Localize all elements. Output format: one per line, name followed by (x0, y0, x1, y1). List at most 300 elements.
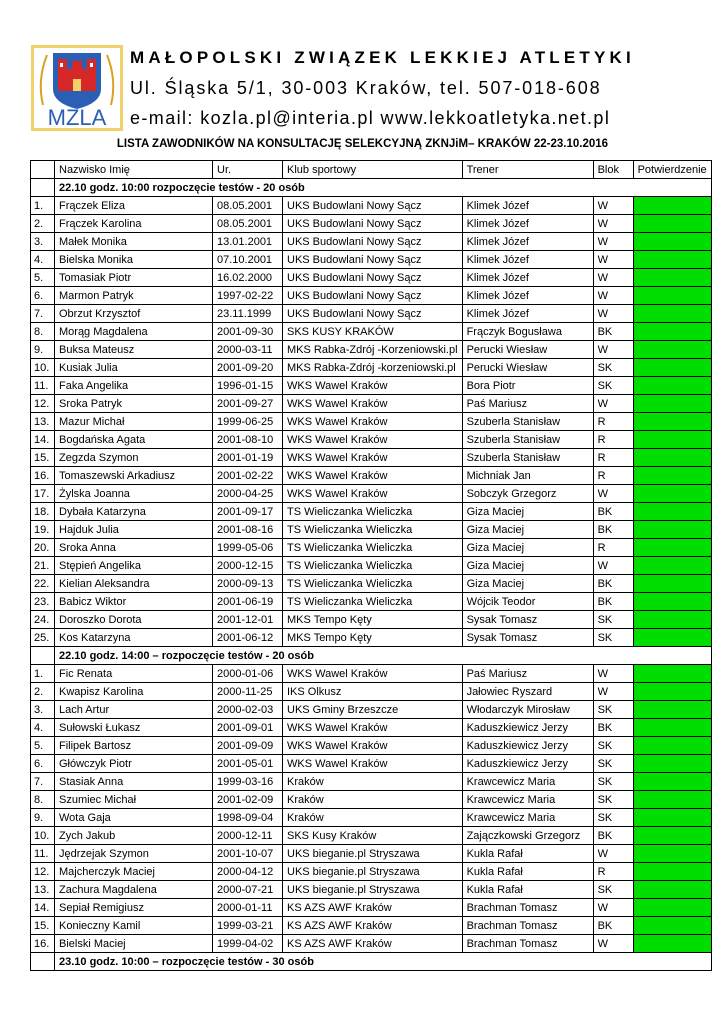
club: TS Wieliczanka Wieliczka (283, 539, 463, 557)
table-row (31, 215, 712, 233)
club: SKS Kusy Kraków (283, 827, 463, 845)
athlete-name: Babicz Wiktor (55, 593, 213, 611)
birth-date: 2000-02-03 (213, 701, 283, 719)
row-number: 5. (31, 269, 55, 287)
confirmation-cell (633, 269, 711, 287)
coach: Kaduszkiewicz Jerzy (462, 755, 593, 773)
club: Kraków (283, 791, 463, 809)
row-number: 12. (31, 395, 55, 413)
block: W (593, 557, 633, 575)
table-row (31, 737, 712, 755)
organization-contact: e-mail: kozla.pl@interia.pl www.lekkoatletyka.net.pl (130, 108, 611, 128)
coach: Kukla Rafał (462, 845, 593, 863)
athlete-name: Obrzut Krzysztof (55, 305, 213, 323)
coach: Klimek Józef (462, 287, 593, 305)
birth-date: 2001-08-10 (213, 431, 283, 449)
coach: Kaduszkiewicz Jerzy (462, 719, 593, 737)
athlete-name: Sroka Anna (55, 539, 213, 557)
club: WKS Wawel Kraków (283, 719, 463, 737)
block: W (593, 683, 633, 701)
table-row (31, 773, 712, 791)
block: SK (593, 809, 633, 827)
club: UKS Budowlani Nowy Sącz (283, 305, 463, 323)
birth-date: 08.05.2001 (213, 215, 283, 233)
club: WKS Wawel Kraków (283, 485, 463, 503)
block: SK (593, 755, 633, 773)
coach: Klimek Józef (462, 305, 593, 323)
coach: Giza Maciej (462, 521, 593, 539)
athlete-name: Stępień Angelika (55, 557, 213, 575)
table-row (31, 359, 712, 377)
row-number: 2. (31, 683, 55, 701)
row-number: 2. (31, 215, 55, 233)
table-row (31, 251, 712, 269)
club: WKS Wawel Kraków (283, 755, 463, 773)
confirmation-cell (633, 737, 711, 755)
table-row (31, 197, 712, 215)
table-row (31, 719, 712, 737)
athlete-name: Kos Katarzyna (55, 629, 213, 647)
mzla-logo (31, 45, 123, 131)
coach: Szuberla Stanisław (462, 449, 593, 467)
column-header: Trener (462, 161, 593, 179)
coach: Giza Maciej (462, 503, 593, 521)
birth-date: 2001-02-09 (213, 791, 283, 809)
confirmation-cell (633, 719, 711, 737)
birth-date: 2001-05-01 (213, 755, 283, 773)
confirmation-cell (633, 755, 711, 773)
club: UKS bieganie.pl Stryszawa (283, 881, 463, 899)
row-number: 24. (31, 611, 55, 629)
coach: Brachman Tomasz (462, 935, 593, 953)
column-header (31, 161, 55, 179)
table-row (31, 341, 712, 359)
birth-date: 2001-08-16 (213, 521, 283, 539)
athlete-name: Tomasiak Piotr (55, 269, 213, 287)
birth-date: 1996-01-15 (213, 377, 283, 395)
confirmation-cell (633, 287, 711, 305)
confirmation-cell (633, 593, 711, 611)
coach: Brachman Tomasz (462, 917, 593, 935)
block: W (593, 215, 633, 233)
row-number: 3. (31, 701, 55, 719)
table-row (31, 827, 712, 845)
confirmation-cell (633, 377, 711, 395)
row-number: 11. (31, 377, 55, 395)
row-number: 10. (31, 827, 55, 845)
club: WKS Wawel Kraków (283, 737, 463, 755)
club: Kraków (283, 809, 463, 827)
table-row (31, 881, 712, 899)
document-title: LISTA ZAWODNIKÓW NA KONSULTACJĘ SELEKCYJNĄ ZKNJiM– KRAKÓW 22-23.10.2016 (116, 138, 609, 150)
coach: Klimek Józef (462, 197, 593, 215)
block: BK (593, 827, 633, 845)
row-number: 15. (31, 917, 55, 935)
block: R (593, 467, 633, 485)
table-row (31, 845, 712, 863)
table-row (31, 539, 712, 557)
block: SK (593, 629, 633, 647)
block: W (593, 305, 633, 323)
table-header-row (31, 161, 712, 179)
block: BK (593, 575, 633, 593)
confirmation-cell (633, 215, 711, 233)
table-row (31, 323, 712, 341)
club: MKS Tempo Kęty (283, 611, 463, 629)
coach: Sobczyk Grzegorz (462, 485, 593, 503)
birth-date: 08.05.2001 (213, 197, 283, 215)
athlete-name: Fic Renata (55, 665, 213, 683)
athlete-name: Marmon Patryk (55, 287, 213, 305)
table-row (31, 665, 712, 683)
club: UKS Budowlani Nowy Sącz (283, 269, 463, 287)
column-header: Nazwisko Imię (55, 161, 213, 179)
block: W (593, 665, 633, 683)
block: SK (593, 773, 633, 791)
birth-date: 2001-09-01 (213, 719, 283, 737)
confirmation-cell (633, 323, 711, 341)
coach: Wójcik Teodor (462, 593, 593, 611)
confirmation-cell (633, 431, 711, 449)
birth-date: 16.02.2000 (213, 269, 283, 287)
confirmation-cell (633, 521, 711, 539)
block: W (593, 341, 633, 359)
coach: Bora Piotr (462, 377, 593, 395)
club: WKS Wawel Kraków (283, 467, 463, 485)
club: WKS Wawel Kraków (283, 377, 463, 395)
club: UKS Budowlani Nowy Sącz (283, 287, 463, 305)
block: W (593, 287, 633, 305)
athlete-name: Kielian Aleksandra (55, 575, 213, 593)
birth-date: 23.11.1999 (213, 305, 283, 323)
athlete-name: Hajduk Julia (55, 521, 213, 539)
coach: Zajączkowski Grzegorz (462, 827, 593, 845)
club: UKS Budowlani Nowy Sącz (283, 215, 463, 233)
coach: Brachman Tomasz (462, 899, 593, 917)
birth-date: 2001-09-17 (213, 503, 283, 521)
block: R (593, 449, 633, 467)
block: W (593, 395, 633, 413)
birth-date: 1999-04-02 (213, 935, 283, 953)
block: SK (593, 701, 633, 719)
row-number: 16. (31, 467, 55, 485)
confirmation-cell (633, 845, 711, 863)
athlete-name: Konieczny Kamil (55, 917, 213, 935)
confirmation-cell (633, 575, 711, 593)
club: KS AZS AWF Kraków (283, 917, 463, 935)
table-row (31, 863, 712, 881)
confirmation-cell (633, 539, 711, 557)
row-number: 25. (31, 629, 55, 647)
confirmation-cell (633, 827, 711, 845)
confirmation-cell (633, 341, 711, 359)
coach: Frączyk Bogusława (462, 323, 593, 341)
coach: Paś Mariusz (462, 665, 593, 683)
row-number: 1. (31, 197, 55, 215)
coach: Giza Maciej (462, 575, 593, 593)
coach: Szuberla Stanisław (462, 413, 593, 431)
row-number: 8. (31, 791, 55, 809)
club: UKS Budowlani Nowy Sącz (283, 233, 463, 251)
birth-date: 1999-06-25 (213, 413, 283, 431)
row-number: 17. (31, 485, 55, 503)
coach: Jałowiec Ryszard (462, 683, 593, 701)
coach: Kukla Rafał (462, 863, 593, 881)
athlete-name: Dybała Katarzyna (55, 503, 213, 521)
club: TS Wieliczanka Wieliczka (283, 521, 463, 539)
row-number: 4. (31, 719, 55, 737)
row-number: 22. (31, 575, 55, 593)
row-number: 3. (31, 233, 55, 251)
confirmation-cell (633, 935, 711, 953)
coach: Sysak Tomasz (462, 611, 593, 629)
club: KS AZS AWF Kraków (283, 935, 463, 953)
row-number: 21. (31, 557, 55, 575)
birth-date: 1999-03-16 (213, 773, 283, 791)
row-number: 6. (31, 287, 55, 305)
confirmation-cell (633, 359, 711, 377)
athlete-name: Zachura Magdalena (55, 881, 213, 899)
session-title: 23.10 godz. 10:00 – rozpoczęcie testów - 30 osób (55, 953, 712, 971)
athlete-name: Sułowski Łukasz (55, 719, 213, 737)
athlete-name: Lach Artur (55, 701, 213, 719)
athlete-name: Szumiec Michał (55, 791, 213, 809)
confirmation-cell (633, 899, 711, 917)
table-row (31, 899, 712, 917)
block: SK (593, 377, 633, 395)
birth-date: 2000-01-11 (213, 899, 283, 917)
athlete-name: Zych Jakub (55, 827, 213, 845)
table-row (31, 377, 712, 395)
coach: Michniak Jan (462, 467, 593, 485)
row-number: 8. (31, 323, 55, 341)
birth-date: 2001-06-19 (213, 593, 283, 611)
confirmation-cell (633, 881, 711, 899)
table-row (31, 557, 712, 575)
confirmation-cell (633, 485, 711, 503)
confirmation-cell (633, 449, 711, 467)
block: W (593, 899, 633, 917)
confirmation-cell (633, 665, 711, 683)
row-number: 19. (31, 521, 55, 539)
birth-date: 2000-04-12 (213, 863, 283, 881)
organization-address: Ul. Śląska 5/1, 30-003 Kraków, tel. 507-018-608 (130, 78, 602, 98)
athlete-name: Filipek Bartosz (55, 737, 213, 755)
table-row (31, 233, 712, 251)
birth-date: 2001-09-27 (213, 395, 283, 413)
confirmation-cell (633, 233, 711, 251)
block: BK (593, 917, 633, 935)
club: WKS Wawel Kraków (283, 431, 463, 449)
row-number: 18. (31, 503, 55, 521)
athlete-name: Stasiak Anna (55, 773, 213, 791)
coach: Krawcewicz Maria (462, 773, 593, 791)
birth-date: 2001-01-19 (213, 449, 283, 467)
table-row (31, 917, 712, 935)
birth-date: 2000-12-11 (213, 827, 283, 845)
club: MKS Rabka-Zdrój -korzeniowski.pl (283, 359, 463, 377)
athletes-table (30, 160, 712, 971)
club: KS AZS AWF Kraków (283, 899, 463, 917)
athlete-name: Tomaszewski Arkadiusz (55, 467, 213, 485)
block: W (593, 269, 633, 287)
confirmation-cell (633, 701, 711, 719)
club: WKS Wawel Kraków (283, 449, 463, 467)
table-row (31, 755, 712, 773)
club: MKS Rabka-Zdrój -Korzeniowski.pl (283, 341, 463, 359)
birth-date: 2001-12-01 (213, 611, 283, 629)
athlete-name: Bielska Monika (55, 251, 213, 269)
coach: Perucki Wiesław (462, 359, 593, 377)
row-number: 20. (31, 539, 55, 557)
row-number: 7. (31, 773, 55, 791)
row-number: 1. (31, 665, 55, 683)
confirmation-cell (633, 395, 711, 413)
birth-date: 2001-06-12 (213, 629, 283, 647)
block: BK (593, 323, 633, 341)
athlete-name: Buksa Mateusz (55, 341, 213, 359)
athlete-name: Frączek Eliza (55, 197, 213, 215)
table-row (31, 431, 712, 449)
coach: Perucki Wiesław (462, 341, 593, 359)
session-row (31, 179, 712, 197)
table-row (31, 593, 712, 611)
confirmation-cell (633, 557, 711, 575)
block: W (593, 233, 633, 251)
table-row (31, 611, 712, 629)
table-row (31, 287, 712, 305)
table-row (31, 395, 712, 413)
athlete-name: Małek Monika (55, 233, 213, 251)
birth-date: 1999-03-21 (213, 917, 283, 935)
row-number: 13. (31, 413, 55, 431)
confirmation-cell (633, 683, 711, 701)
block: SK (593, 791, 633, 809)
row-number: 14. (31, 431, 55, 449)
table-row (31, 791, 712, 809)
block: SK (593, 737, 633, 755)
coach: Klimek Józef (462, 251, 593, 269)
row-number: 13. (31, 881, 55, 899)
club: UKS Gminy Brzeszcze (283, 701, 463, 719)
coach: Krawcewicz Maria (462, 791, 593, 809)
table-row (31, 701, 712, 719)
table-row (31, 485, 712, 503)
table-row (31, 305, 712, 323)
confirmation-cell (633, 197, 711, 215)
block: W (593, 845, 633, 863)
athlete-name: Zegzda Szymon (55, 449, 213, 467)
table-row (31, 575, 712, 593)
block: W (593, 935, 633, 953)
row-number: 23. (31, 593, 55, 611)
coach: Klimek Józef (462, 233, 593, 251)
birth-date: 2001-09-30 (213, 323, 283, 341)
table-row (31, 629, 712, 647)
athlete-name: Sroka Patryk (55, 395, 213, 413)
athlete-name: Główczyk Piotr (55, 755, 213, 773)
logo-text: MZLA (47, 105, 107, 130)
coach: Paś Mariusz (462, 395, 593, 413)
session-title: 22.10 godz. 14:00 – rozpoczęcie testów - 20 osób (55, 647, 712, 665)
row-number: 5. (31, 737, 55, 755)
row-number: 14. (31, 899, 55, 917)
block: SK (593, 359, 633, 377)
row-number: 16. (31, 935, 55, 953)
club: UKS Budowlani Nowy Sącz (283, 197, 463, 215)
table-row (31, 935, 712, 953)
coach: Sysak Tomasz (462, 629, 593, 647)
session-row-spacer (31, 953, 55, 971)
coach: Klimek Józef (462, 269, 593, 287)
birth-date: 1999-05-06 (213, 539, 283, 557)
row-number: 7. (31, 305, 55, 323)
athlete-name: Frączek Karolina (55, 215, 213, 233)
birth-date: 2000-07-21 (213, 881, 283, 899)
block: SK (593, 881, 633, 899)
table-row (31, 467, 712, 485)
club: SKS KUSY KRAKÓW (283, 323, 463, 341)
row-number: 15. (31, 449, 55, 467)
block: W (593, 251, 633, 269)
session-row (31, 647, 712, 665)
session-title: 22.10 godz. 10:00 rozpoczęcie testów - 20 osób (55, 179, 712, 197)
column-header: Potwierdzenie (633, 161, 711, 179)
block: BK (593, 719, 633, 737)
block: R (593, 863, 633, 881)
athlete-name: Kusiak Julia (55, 359, 213, 377)
club: WKS Wawel Kraków (283, 665, 463, 683)
birth-date: 1998-09-04 (213, 809, 283, 827)
birth-date: 2001-02-22 (213, 467, 283, 485)
birth-date: 13.01.2001 (213, 233, 283, 251)
birth-date: 2001-09-09 (213, 737, 283, 755)
row-number: 11. (31, 845, 55, 863)
athlete-name: Wota Gaja (55, 809, 213, 827)
confirmation-cell (633, 503, 711, 521)
confirmation-cell (633, 251, 711, 269)
row-number: 9. (31, 341, 55, 359)
column-header: Ur. (213, 161, 283, 179)
table-row (31, 503, 712, 521)
confirmation-cell (633, 413, 711, 431)
athlete-name: Majcherczyk Maciej (55, 863, 213, 881)
club: UKS bieganie.pl Stryszawa (283, 863, 463, 881)
coach: Kukla Rafał (462, 881, 593, 899)
birth-date: 2000-12-15 (213, 557, 283, 575)
athlete-name: Bielski Maciej (55, 935, 213, 953)
block: W (593, 197, 633, 215)
table-row (31, 521, 712, 539)
confirmation-cell (633, 611, 711, 629)
athlete-name: Mazur Michał (55, 413, 213, 431)
birth-date: 2001-10-07 (213, 845, 283, 863)
session-row (31, 953, 712, 971)
club: UKS Budowlani Nowy Sącz (283, 251, 463, 269)
confirmation-cell (633, 791, 711, 809)
club: TS Wieliczanka Wieliczka (283, 557, 463, 575)
session-row-spacer (31, 647, 55, 665)
club: TS Wieliczanka Wieliczka (283, 575, 463, 593)
block: W (593, 485, 633, 503)
block: BK (593, 503, 633, 521)
birth-date: 2000-03-11 (213, 341, 283, 359)
table-row (31, 269, 712, 287)
confirmation-cell (633, 305, 711, 323)
athlete-name: Morąg Magdalena (55, 323, 213, 341)
row-number: 10. (31, 359, 55, 377)
athlete-name: Sepiał Remigiusz (55, 899, 213, 917)
